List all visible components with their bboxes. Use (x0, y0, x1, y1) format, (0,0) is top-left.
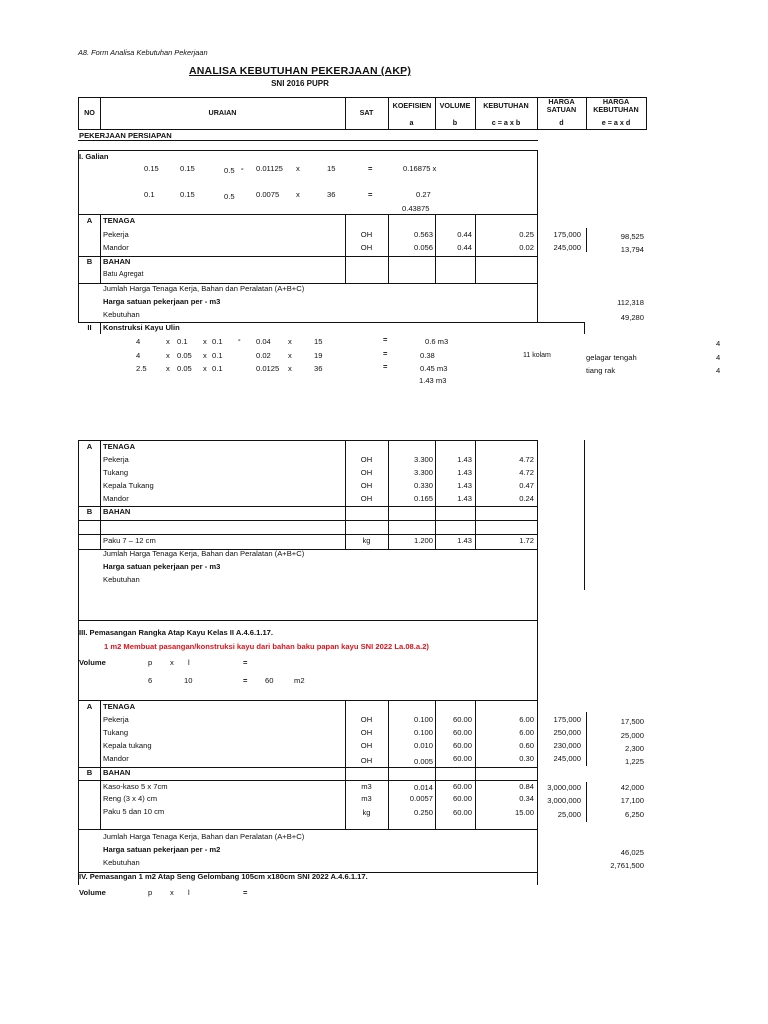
ulin-b-label: B (86, 507, 93, 516)
rangka-row-harga: 250,000 (553, 728, 581, 737)
ulin-row-vol: 1.43 (457, 468, 472, 477)
ulin-row-name: Kepala Tukang (103, 481, 154, 490)
galian-r1-p: 0.15 (144, 164, 159, 173)
rangka-bahan-keb: 15.00 (514, 808, 534, 817)
ulin-row-vol: 1.43 (457, 481, 472, 490)
galian-r1-dash: - (241, 164, 244, 173)
ulin-row-sat: OH (360, 468, 373, 477)
ulin-r2-a: 4 (136, 351, 141, 360)
galian-mandor-name: Mandor (103, 243, 129, 252)
header-koefisien: KOEFISIEN (392, 101, 432, 110)
rangka-bahan-sat: m3 (361, 794, 372, 803)
rangka-kebutuhan: Kebutuhan (103, 858, 140, 867)
rangka-jumlah: Jumlah Harga Tenaga Kerja, Bahan dan Peralatan (A+B+C) (103, 832, 305, 841)
galian-jumlah: Jumlah Harga Tenaga Kerja, Bahan dan Peralatan (A+B+C) (103, 284, 305, 293)
ulin-kebutuhan: Kebutuhan (103, 575, 140, 584)
rangka-bahan-keb: 0.34 (519, 794, 534, 803)
rangka-bahan-name: Kaso-kaso 5 x 7cm (103, 782, 168, 791)
col-line (584, 322, 585, 334)
ulin-r1-x3: x (288, 337, 292, 346)
rangka-kebutuhan-val: 2,761,500 (610, 861, 644, 870)
galian-a-label: A (86, 216, 93, 225)
ulin-title: Konstruksi Kayu Ulin (103, 323, 180, 332)
ulin-r3-n: 36 (314, 364, 323, 373)
ulin-row-keb: 0.47 (519, 481, 534, 490)
row-line (78, 150, 538, 151)
galian-r1-vol: 0.01125 (256, 164, 283, 173)
galian-r2-res: 0.27 (416, 190, 431, 199)
galian-bahan-label: BAHAN (103, 257, 131, 266)
galian-r1-eq: = (368, 164, 373, 173)
rangka-row-sat: OH (360, 741, 373, 750)
rangka-a-label: A (86, 702, 93, 711)
ulin-r2-res: 0.38 (420, 351, 435, 360)
header-harga-kebutuhan-1: HARGA (602, 97, 630, 106)
header-volume: VOLUME (439, 101, 471, 110)
ulin-r1-side: 4 (716, 339, 721, 348)
row-line (78, 767, 538, 768)
ulin-row-sat: OH (360, 455, 373, 464)
ulin-r3-vol: 0.0125 (256, 364, 280, 373)
ulin-paku-koef: 1.200 (413, 536, 433, 545)
rangka-v-res: 60 (265, 676, 274, 685)
header-d: d (559, 118, 564, 127)
ulin-r2-x3: x (288, 351, 292, 360)
col-line (584, 440, 585, 590)
left-border (78, 150, 79, 323)
rangka-v-unit: m2 (294, 676, 305, 685)
ulin-r3-side: 4 (716, 366, 721, 375)
rangka-harga-satuan-val: 46,025 (620, 848, 644, 857)
rangka-row-total: 25,000 (620, 731, 644, 740)
rangka-bahan-vol: 60.00 (452, 794, 472, 803)
rangka-bahan-name: Reng (3 x 4) cm (103, 794, 158, 803)
right-border (537, 620, 538, 885)
rangka-row-vol: 60.00 (452, 728, 472, 737)
header-uraian: URAIAN (208, 108, 237, 117)
galian-pekerja-keb: 0.25 (519, 230, 534, 239)
galian-mandor-vol: 0.44 (457, 243, 472, 252)
ulin-r2-side-label: gelagar tengah (586, 353, 637, 362)
ulin-row-keb: 4.72 (519, 455, 534, 464)
ulin-row-koef: 0.165 (413, 494, 433, 503)
rangka-bahan-name: Paku 5 dan 10 cm (103, 807, 165, 816)
rangka-row-total: 17,500 (620, 717, 644, 726)
ulin-r2-x2: x (203, 351, 207, 360)
ulin-r1-eq: = (383, 335, 388, 344)
rangka-row-total: 1,225 (624, 757, 644, 766)
galian-r2-p: 0.1 (144, 190, 155, 199)
rangka-row-name: Mandor (103, 754, 129, 763)
galian-r2-vol: 0.0075 (256, 190, 280, 199)
page-title: ANALISA KEBUTUHAN PEKERJAAN (AKP) (188, 65, 412, 77)
ulin-r2-x1: x (166, 351, 170, 360)
ulin-r3-x1: x (166, 364, 170, 373)
ulin-row-vol: 1.43 (457, 494, 472, 503)
rangka-bahan-total: 17,100 (620, 796, 644, 805)
header-sat: SAT (359, 108, 374, 117)
rangka-row-harga: 230,000 (553, 741, 581, 750)
header-harga-satuan-2: SATUAN (546, 105, 577, 114)
page-subtitle: SNI 2016 PUPR (271, 79, 329, 88)
galian-r2-t: 0.5 (224, 192, 235, 201)
ulin-tenaga-label: TENAGA (103, 442, 136, 451)
ulin-row-vol: 1.43 (457, 455, 472, 464)
galian-title: I. Galian (79, 152, 109, 161)
ulin-harga-satuan: Harga satuan pekerjaan per - m3 (103, 562, 221, 571)
rangka-row-name: Kepala tukang (103, 741, 152, 750)
rangka-title: III. Pemasangan Rangka Atap Kayu Kelas II A.4.6.1.17. (79, 628, 273, 637)
rangka-row-name: Tukang (103, 728, 129, 737)
ulin-r1-a: 4 (136, 337, 141, 346)
seng-v-eq: = (243, 888, 248, 897)
ulin-row-keb: 0.24 (519, 494, 534, 503)
galian-mandor-harga: 245,000 (553, 243, 581, 252)
ulin-r2-eq: = (383, 349, 388, 358)
row-line (78, 620, 538, 621)
galian-r2-x: x (296, 190, 300, 199)
ulin-paku-sat: kg (362, 536, 371, 545)
galian-mandor-sat: OH (360, 243, 373, 252)
rangka-bahan-total: 42,000 (620, 783, 644, 792)
galian-pekerja-name: Pekerja (103, 230, 129, 239)
seng-v-l: l (188, 888, 190, 897)
galian-mandor-keb: 0.02 (519, 243, 534, 252)
ulin-no: II (87, 323, 92, 332)
ulin-paku-keb: 1.72 (519, 536, 534, 545)
ulin-r1-res: 0.6 m3 (425, 337, 449, 346)
row-line (78, 440, 538, 441)
ulin-row-sat: OH (360, 494, 373, 503)
ulin-r1-n: 15 (314, 337, 323, 346)
rangka-v-eq2: = (243, 676, 248, 685)
rangka-row-vol: 60.00 (452, 715, 472, 724)
ulin-r3-c: 0.1 (212, 364, 223, 373)
galian-r2-l: 0.15 (180, 190, 195, 199)
ulin-a-label: A (86, 442, 93, 451)
ulin-row-keb: 4.72 (519, 468, 534, 477)
galian-r2-eq: = (368, 190, 373, 199)
galian-batu: Batu Agregat (103, 271, 144, 278)
galian-pekerja-harga: 175,000 (553, 230, 581, 239)
row-line (78, 534, 538, 535)
rangka-v-x: x (170, 658, 174, 667)
galian-pekerja-vol: 0.44 (457, 230, 472, 239)
ulin-row-koef: 0.330 (413, 481, 433, 490)
ulin-row-name: Pekerja (103, 455, 129, 464)
seng-volume-label: Volume (79, 888, 106, 897)
rangka-volume-label: Volume (79, 658, 106, 667)
ulin-row-name: Mandor (103, 494, 129, 503)
ulin-r2-b: 0.05 (177, 351, 192, 360)
pekerjaan-heading: PEKERJAAN PERSIAPAN (79, 131, 172, 140)
galian-r2-n: 36 (327, 190, 336, 199)
rangka-row-total: 2,300 (624, 744, 644, 753)
col-line (100, 700, 101, 830)
header-no: NO (84, 108, 95, 117)
rangka-row-koef: 0.100 (413, 728, 433, 737)
galian-mandor-koef: 0.056 (413, 243, 433, 252)
rangka-bahan-total: 6,250 (624, 810, 644, 819)
galian-r1-l: 0.15 (180, 164, 195, 173)
ulin-r1-b: 0.1 (177, 337, 188, 346)
seng-v-p: p (148, 888, 153, 897)
ulin-r3-eq: = (383, 362, 388, 371)
rangka-bahan-koef: 0.250 (413, 808, 433, 817)
rangka-bahan-harga: 25,000 (557, 810, 581, 819)
galian-harga-satuan: Harga satuan pekerjaan per - m3 (103, 297, 221, 306)
ulin-r1-c: 0.1 (212, 337, 223, 346)
rangka-harga-satuan: Harga satuan pekerjaan per - m2 (103, 845, 221, 854)
ulin-r1-vol: 0.04 (256, 337, 271, 346)
rangka-row-koef: 0.100 (413, 715, 433, 724)
galian-r1-res: 0.16875 x (403, 164, 437, 173)
galian-mandor-total: 13,794 (620, 245, 644, 254)
ulin-r3-x3: x (288, 364, 292, 373)
galian-r1-x: x (296, 164, 300, 173)
rangka-v-eq: = (243, 658, 248, 667)
ulin-row-koef: 3.300 (413, 468, 433, 477)
ulin-row-sat: OH (360, 481, 373, 490)
rangka-bahan-vol: 60.00 (452, 808, 472, 817)
ulin-r1-x1: x (166, 337, 170, 346)
ulin-row-koef: 3.300 (413, 455, 433, 464)
header-a: a (409, 118, 414, 127)
form-label: A8. Form Analisa Kebutuhan Pekerjaan (78, 48, 208, 57)
rangka-b-label: B (86, 768, 93, 777)
ulin-r1-x2: x (203, 337, 207, 346)
rangka-row-vol: 60.00 (452, 741, 472, 750)
rangka-v-l-val: 10 (184, 676, 193, 685)
rangka-row-sat: OH (360, 715, 373, 724)
header-kebutuhan: KEBUTUHAN (483, 101, 529, 110)
ulin-bahan-label: BAHAN (103, 507, 131, 516)
rangka-bahan-keb: 0.84 (519, 782, 534, 791)
ulin-r2-vol: 0.02 (256, 351, 271, 360)
ulin-total: 1.43 m3 (419, 376, 447, 385)
seng-v-x: x (170, 888, 174, 897)
row-line (78, 214, 538, 215)
left-border (78, 440, 79, 620)
rangka-bahan-vol: 60.00 (452, 782, 472, 791)
rangka-bahan-sat: kg (362, 808, 371, 817)
rangka-row-koef: 0.005 (413, 757, 433, 766)
ulin-r2-c: 0.1 (212, 351, 223, 360)
galian-pekerja-sat: OH (360, 230, 373, 239)
galian-pekerja-koef: 0.563 (413, 230, 433, 239)
row-line (78, 829, 538, 830)
galian-kebutuhan-val: 49,280 (620, 313, 644, 322)
ulin-jumlah: Jumlah Harga Tenaga Kerja, Bahan dan Peralatan (A+B+C) (103, 549, 305, 558)
galian-r1-n: 15 (327, 164, 336, 173)
header-cab: c = a x b (491, 118, 521, 127)
ulin-r1-dash: - (238, 335, 241, 344)
galian-b-label: B (86, 257, 93, 266)
rangka-v-p-val: 6 (148, 676, 153, 685)
rangka-row-sat: OH (360, 728, 373, 737)
ulin-r3-res: 0.45 m3 (420, 364, 448, 373)
rangka-v-l: l (188, 658, 190, 667)
header-bottom-line (78, 129, 646, 130)
rangka-note: 1 m2 Membuat pasangan/konstruksi kayu dari bahan baku papan kayu SNI 2022 La.08.a.2) (104, 642, 429, 651)
ulin-r3-x2: x (203, 364, 207, 373)
rangka-bahan-koef: 0.0057 (409, 794, 433, 803)
rangka-row-vol: 60.00 (452, 754, 472, 763)
ulin-paku-vol: 1.43 (457, 536, 472, 545)
ulin-r3-b: 0.05 (177, 364, 192, 373)
galian-total: 0.43875 (402, 204, 430, 213)
galian-tenaga-label: TENAGA (103, 216, 136, 225)
rangka-bahan-harga: 3,000,000 (547, 783, 581, 792)
rangka-row-harga: 245,000 (553, 754, 581, 763)
galian-harga-satuan-val: 112,318 (617, 298, 644, 307)
header-harga-satuan-1: HARGA (548, 97, 575, 106)
galian-kebutuhan: Kebutuhan (103, 310, 140, 319)
ulin-r2-n: 19 (314, 351, 323, 360)
rangka-bahan-koef: 0.014 (413, 783, 433, 792)
rangka-row-keb: 6.00 (519, 728, 534, 737)
rangka-row-koef: 0.010 (413, 741, 433, 750)
header-b: b (452, 118, 458, 127)
rangka-row-keb: 6.00 (519, 715, 534, 724)
ulin-r3-a: 2.5 (136, 364, 147, 373)
rangka-row-name: Pekerja (103, 715, 129, 724)
row-line (78, 256, 538, 257)
row-line (78, 700, 538, 701)
header-exd: e = a x d (601, 118, 631, 127)
ulin-r2-note: 11 kolam (523, 352, 551, 359)
ulin-paku-name: Paku 7 – 12 cm (103, 536, 156, 545)
rangka-row-keb: 0.30 (519, 754, 534, 763)
rangka-bahan-label: BAHAN (103, 768, 131, 777)
row-line (78, 520, 538, 521)
seng-title: IV. Pemasangan 1 m2 Atap Seng Gelombang 105cm x180cm SNI 2022 A.4.6.1.17. (79, 872, 368, 881)
galian-r1-t: 0.5 (224, 166, 235, 175)
rangka-v-p: p (148, 658, 153, 667)
row-line (78, 780, 538, 781)
rangka-row-keb: 0.60 (519, 741, 534, 750)
ulin-r2-side: 4 (716, 353, 721, 362)
row-line (78, 506, 538, 507)
rangka-bahan-sat: m3 (361, 782, 372, 791)
header-harga-kebutuhan-2: KEBUTUHAN (593, 105, 639, 114)
right-border (537, 440, 538, 620)
ulin-row-name: Tukang (103, 468, 129, 477)
rangka-row-harga: 175,000 (553, 715, 581, 724)
rangka-bahan-harga: 3,000,000 (547, 796, 581, 805)
col-line (646, 97, 647, 130)
rangka-row-sat: OH (360, 756, 373, 765)
galian-pekerja-total: 98,525 (620, 232, 644, 241)
ulin-r3-side-label: tiang rak (586, 366, 616, 375)
rangka-tenaga-label: TENAGA (103, 702, 136, 711)
